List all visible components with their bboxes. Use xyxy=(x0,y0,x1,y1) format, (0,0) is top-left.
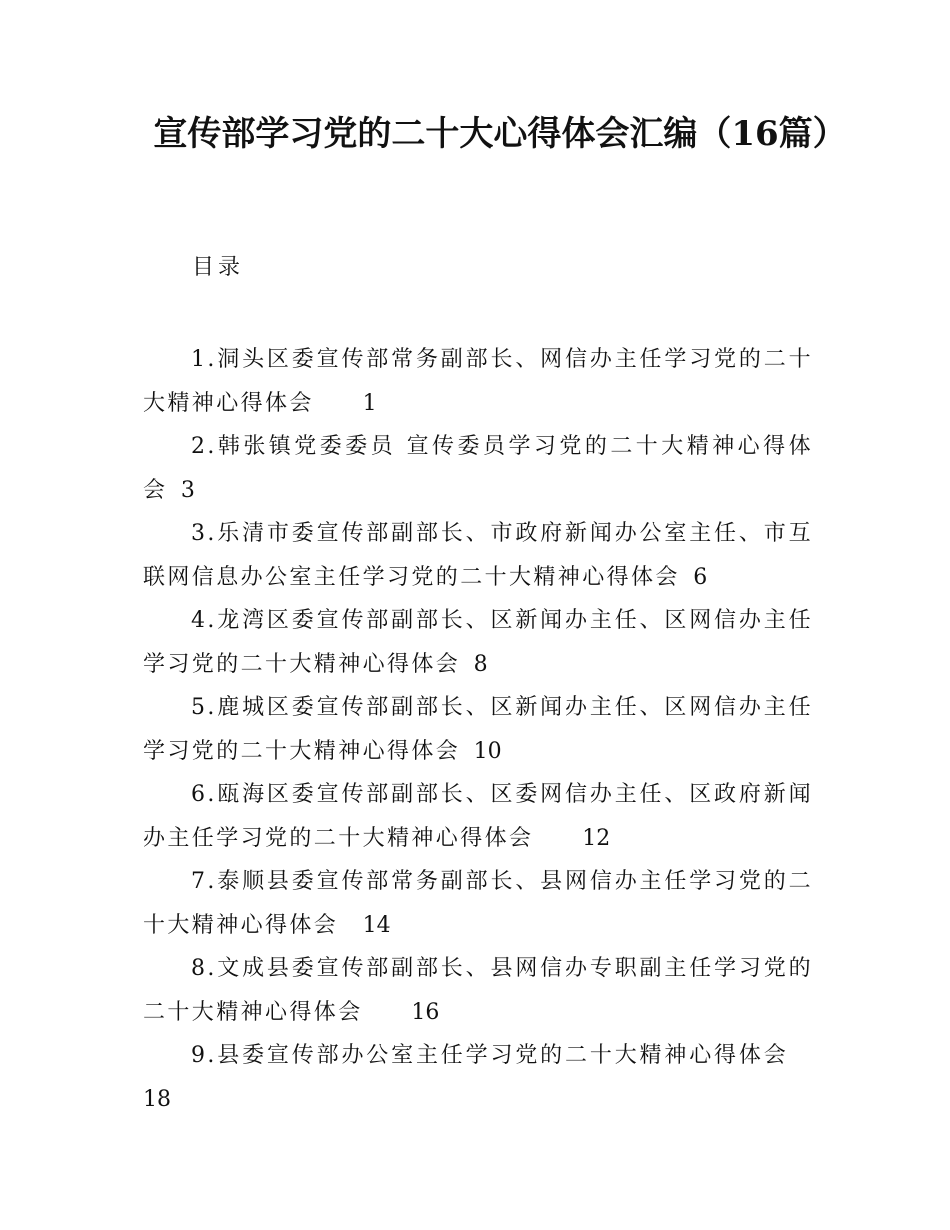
toc-entry-text: 2.韩张镇党委委员 宣传委员学习党的二十大精神心得体会 xyxy=(143,434,813,503)
toc-entry xyxy=(143,686,813,773)
toc-entry xyxy=(143,425,813,512)
toc-entry xyxy=(143,860,813,947)
toc-entry-page: 14 xyxy=(362,912,391,938)
toc-entry-page: 12 xyxy=(582,825,611,851)
toc-entry-text: 3.乐清市委宣传部副部长、市政府新闻办公室主任、市互联网信息办公室主任学习党的二十大精神心得体会 xyxy=(143,521,813,590)
toc-entry-text: 1.洞头区委宣传部常务副部长、网信办主任学习党的二十大精神心得体会 xyxy=(143,347,813,416)
toc-list xyxy=(143,338,813,1121)
toc-entry-text: 5.鹿城区委宣传部副部长、区新闻办主任、区网信办主任学习党的二十大精神心得体会 xyxy=(143,695,813,764)
toc-entry-text: 4.龙湾区委宣传部副部长、区新闻办主任、区网信办主任学习党的二十大精神心得体会 xyxy=(143,608,813,677)
toc-entry xyxy=(143,1034,813,1121)
toc-entry-page: 16 xyxy=(411,999,440,1025)
toc-entry-page: 3 xyxy=(180,477,195,503)
toc-entry-text: 7.泰顺县委宣传部常务副部长、县网信办主任学习党的二十大精神心得体会 xyxy=(143,869,813,938)
toc-entry xyxy=(143,512,813,599)
toc-heading: 目录 xyxy=(192,255,245,280)
document-title: 宣传部学习党的二十大心得体会汇编（16篇） xyxy=(153,114,847,154)
toc-entry-page: 6 xyxy=(693,564,708,590)
toc-entry xyxy=(143,599,813,686)
toc-entry xyxy=(143,773,813,860)
toc-entry xyxy=(143,338,813,425)
toc-entry-page: 8 xyxy=(473,651,488,677)
toc-entry-page: 10 xyxy=(473,738,502,764)
toc-entry-page: 1 xyxy=(362,390,377,416)
toc-entry-text: 9.县委宣传部办公室主任学习党的二十大精神心得体会 xyxy=(191,1043,789,1068)
toc-entry-page: 18 xyxy=(143,1086,171,1112)
toc-entry xyxy=(143,947,813,1034)
toc-entry-text: 8.文成县委宣传部副部长、县网信办专职副主任学习党的二十大精神心得体会 xyxy=(143,956,813,1025)
toc-entry-text: 6.瓯海区委宣传部副部长、区委网信办主任、区政府新闻办主任学习党的二十大精神心得体会 xyxy=(143,782,813,851)
